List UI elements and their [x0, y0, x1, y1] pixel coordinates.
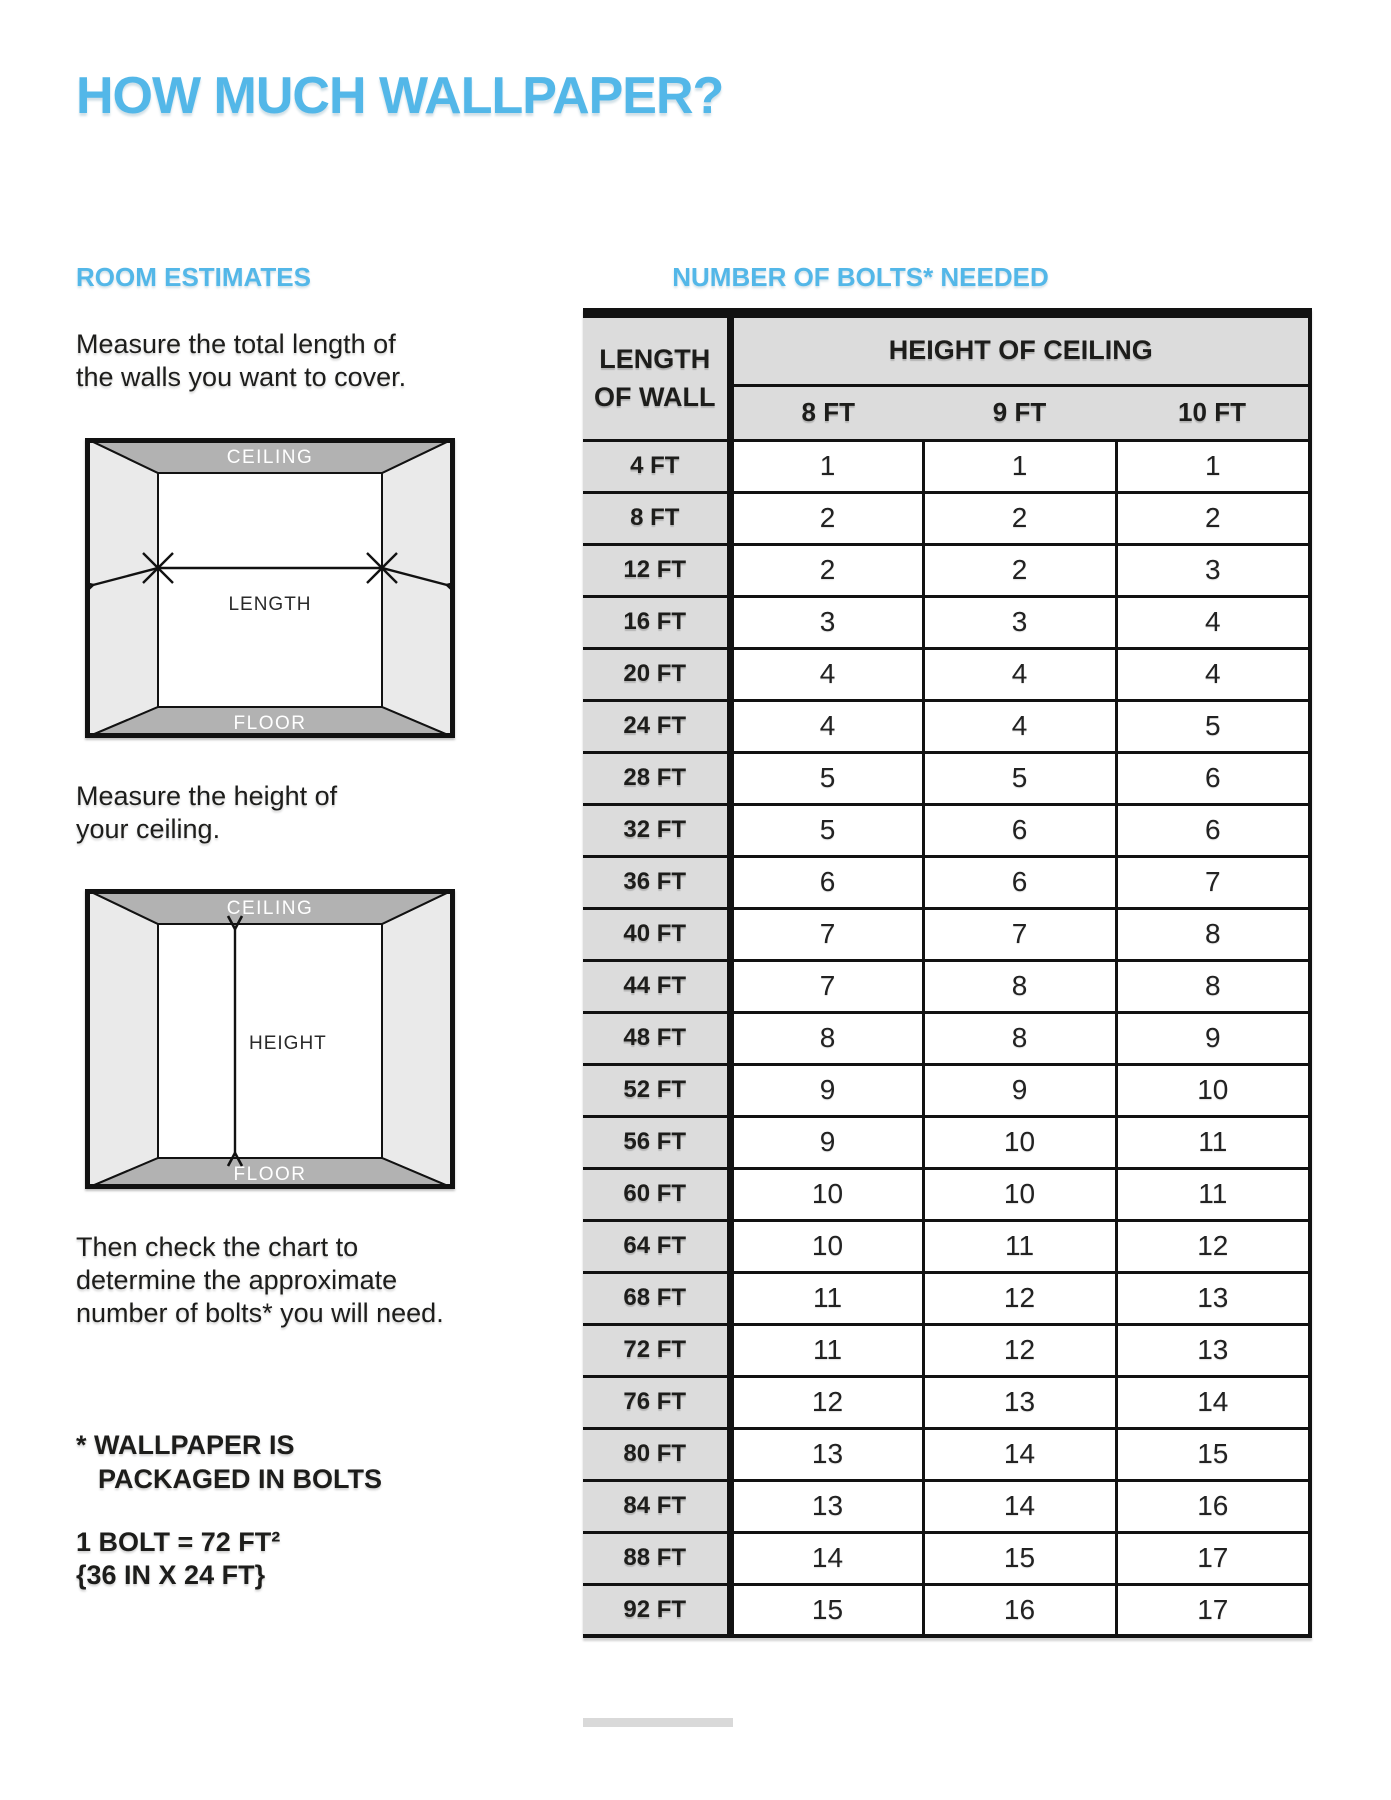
- row-label: 60 FT: [583, 1168, 730, 1220]
- cell-10ft: 8: [1116, 960, 1310, 1012]
- bolts-table-body: [583, 440, 1310, 1636]
- height-diagram-svg: [85, 889, 455, 1189]
- col-header-8ft: 8 FT: [730, 385, 923, 440]
- page-title: HOW MUCH WALLPAPER?: [76, 67, 724, 125]
- table-row: [583, 908, 1310, 960]
- bolt-info-line2: {36 IN X 24 FT}: [76, 1560, 266, 1590]
- length-of-wall-line2: OF WALL: [594, 382, 716, 413]
- cell-9ft: 4: [923, 648, 1116, 700]
- step2-line2: your ceiling.: [76, 814, 221, 844]
- row-label: 80 FT: [583, 1428, 730, 1480]
- table-row: [583, 804, 1310, 856]
- cell-10ft: 7: [1116, 856, 1310, 908]
- cell-9ft: 12: [923, 1272, 1116, 1324]
- height-diagram: [85, 889, 455, 1189]
- floor-label: FLOOR: [233, 1164, 307, 1185]
- cell-10ft: 17: [1116, 1532, 1310, 1584]
- row-label: 28 FT: [583, 752, 730, 804]
- cell-10ft: 9: [1116, 1012, 1310, 1064]
- row-label: 68 FT: [583, 1272, 730, 1324]
- row-label: 56 FT: [583, 1116, 730, 1168]
- cell-10ft: 13: [1116, 1272, 1310, 1324]
- cell-8ft: 9: [730, 1064, 923, 1116]
- cell-10ft: 6: [1116, 804, 1310, 856]
- table-row: [583, 856, 1310, 908]
- cell-8ft: 4: [730, 648, 923, 700]
- ceiling-label: CEILING: [226, 898, 314, 919]
- table-row: [583, 752, 1310, 804]
- cell-9ft: 5: [923, 752, 1116, 804]
- cell-8ft: 12: [730, 1376, 923, 1428]
- row-label: 84 FT: [583, 1480, 730, 1532]
- table-row: [583, 960, 1310, 1012]
- table-row: [583, 492, 1310, 544]
- table-row: [583, 700, 1310, 752]
- row-label: 20 FT: [583, 648, 730, 700]
- row-label: 48 FT: [583, 1012, 730, 1064]
- cell-10ft: 14: [1116, 1376, 1310, 1428]
- cell-8ft: 11: [730, 1324, 923, 1376]
- cell-9ft: 14: [923, 1480, 1116, 1532]
- cell-8ft: 3: [730, 596, 923, 648]
- right-wall: [382, 889, 455, 1189]
- cell-9ft: 6: [923, 804, 1116, 856]
- cell-10ft: 2: [1116, 492, 1310, 544]
- cell-8ft: 10: [730, 1168, 923, 1220]
- row-label: 36 FT: [583, 856, 730, 908]
- cell-9ft: 15: [923, 1532, 1116, 1584]
- cell-9ft: 3: [923, 596, 1116, 648]
- cell-8ft: 13: [730, 1428, 923, 1480]
- col-header-9ft: 9 FT: [923, 385, 1116, 440]
- table-row: [583, 1584, 1310, 1636]
- row-label: 24 FT: [583, 700, 730, 752]
- cell-10ft: 17: [1116, 1584, 1310, 1636]
- step3-line1: Then check the chart to: [76, 1232, 359, 1262]
- cell-10ft: 11: [1116, 1116, 1310, 1168]
- cell-8ft: 13: [730, 1480, 923, 1532]
- row-label: 4 FT: [583, 440, 730, 492]
- bolts-needed-heading: NUMBER OF BOLTS* NEEDED: [672, 262, 1049, 292]
- bolts-table-head: [583, 313, 1310, 440]
- table-row: [583, 648, 1310, 700]
- cell-10ft: 4: [1116, 648, 1310, 700]
- cell-10ft: 10: [1116, 1064, 1310, 1116]
- table-row: [583, 1480, 1310, 1532]
- cell-9ft: 8: [923, 1012, 1116, 1064]
- table-bottom-tab: [583, 1718, 733, 1727]
- table-row: [583, 1324, 1310, 1376]
- row-label: 12 FT: [583, 544, 730, 596]
- row-label: 8 FT: [583, 492, 730, 544]
- left-wall: [85, 889, 158, 1189]
- step3-line2: determine the approximate: [76, 1265, 398, 1295]
- cell-8ft: 15: [730, 1584, 923, 1636]
- row-label: 52 FT: [583, 1064, 730, 1116]
- cell-8ft: 2: [730, 544, 923, 596]
- left-wall: [85, 438, 158, 738]
- table-row: [583, 1220, 1310, 1272]
- table-row: [583, 440, 1310, 492]
- room-estimates-heading: ROOM ESTIMATES: [76, 262, 311, 292]
- row-label: 88 FT: [583, 1532, 730, 1584]
- col-header-10ft: 10 FT: [1116, 385, 1310, 440]
- row-label: 40 FT: [583, 908, 730, 960]
- table-row: [583, 1272, 1310, 1324]
- cell-10ft: 6: [1116, 752, 1310, 804]
- height-label: HEIGHT: [249, 1033, 327, 1054]
- row-label: 44 FT: [583, 960, 730, 1012]
- table-row: [583, 544, 1310, 596]
- length-diagram: [85, 438, 455, 738]
- cell-9ft: 8: [923, 960, 1116, 1012]
- cell-9ft: 10: [923, 1168, 1116, 1220]
- length-label: LENGTH: [228, 594, 312, 615]
- table-row: [583, 1168, 1310, 1220]
- cell-9ft: 4: [923, 700, 1116, 752]
- cell-8ft: 4: [730, 700, 923, 752]
- cell-10ft: 16: [1116, 1480, 1310, 1532]
- cell-10ft: 3: [1116, 544, 1310, 596]
- cell-10ft: 8: [1116, 908, 1310, 960]
- table-row: [583, 1064, 1310, 1116]
- row-label: 92 FT: [583, 1584, 730, 1636]
- table-row: [583, 596, 1310, 648]
- wallpaper-footnote: [76, 1428, 382, 1496]
- cell-8ft: 6: [730, 856, 923, 908]
- cell-9ft: 16: [923, 1584, 1116, 1636]
- row-label: 16 FT: [583, 596, 730, 648]
- bolt-info-line1: 1 BOLT = 72 FT²: [76, 1527, 281, 1557]
- footnote-line2: PACKAGED IN BOLTS: [98, 1464, 383, 1494]
- row-label: 76 FT: [583, 1376, 730, 1428]
- step1-line2: the walls you want to cover.: [76, 362, 407, 392]
- table-row: [583, 1428, 1310, 1480]
- cell-10ft: 12: [1116, 1220, 1310, 1272]
- step3-line3: number of bolts* you will need.: [76, 1298, 444, 1328]
- footnote-line1: * WALLPAPER IS: [76, 1430, 295, 1460]
- row-label: 32 FT: [583, 804, 730, 856]
- length-of-wall-line1: LENGTH: [599, 344, 711, 375]
- cell-9ft: 7: [923, 908, 1116, 960]
- cell-8ft: 9: [730, 1116, 923, 1168]
- step1-text: [76, 328, 406, 394]
- cell-8ft: 7: [730, 960, 923, 1012]
- cell-8ft: 5: [730, 752, 923, 804]
- cell-9ft: 12: [923, 1324, 1116, 1376]
- height-of-ceiling-header: HEIGHT OF CEILING: [730, 313, 1310, 385]
- cell-10ft: 1: [1116, 440, 1310, 492]
- cell-8ft: 14: [730, 1532, 923, 1584]
- cell-10ft: 5: [1116, 700, 1310, 752]
- cell-8ft: 1: [730, 440, 923, 492]
- row-label: 72 FT: [583, 1324, 730, 1376]
- cell-10ft: 11: [1116, 1168, 1310, 1220]
- table-row: [583, 1376, 1310, 1428]
- cell-8ft: 10: [730, 1220, 923, 1272]
- floor-label: FLOOR: [233, 713, 307, 734]
- cell-10ft: 13: [1116, 1324, 1310, 1376]
- cell-8ft: 11: [730, 1272, 923, 1324]
- cell-8ft: 5: [730, 804, 923, 856]
- bolt-size-info: [76, 1526, 280, 1592]
- cell-9ft: 11: [923, 1220, 1116, 1272]
- cell-8ft: 7: [730, 908, 923, 960]
- length-of-wall-header: [583, 313, 730, 440]
- cell-10ft: 4: [1116, 596, 1310, 648]
- table-row: [583, 1012, 1310, 1064]
- cell-9ft: 2: [923, 492, 1116, 544]
- ceiling-label: CEILING: [226, 447, 314, 468]
- cell-9ft: 10: [923, 1116, 1116, 1168]
- right-wall: [382, 438, 455, 738]
- cell-9ft: 13: [923, 1376, 1116, 1428]
- table-row: [583, 1532, 1310, 1584]
- length-diagram-svg: [85, 438, 455, 738]
- cell-8ft: 8: [730, 1012, 923, 1064]
- cell-9ft: 1: [923, 440, 1116, 492]
- step1-line1: Measure the total length of: [76, 329, 396, 359]
- cell-8ft: 2: [730, 492, 923, 544]
- cell-9ft: 2: [923, 544, 1116, 596]
- step3-text: [76, 1231, 444, 1330]
- bolts-table: [583, 308, 1312, 1638]
- cell-9ft: 14: [923, 1428, 1116, 1480]
- cell-9ft: 6: [923, 856, 1116, 908]
- step2-text: [76, 780, 337, 846]
- back-wall: [158, 473, 382, 707]
- cell-9ft: 9: [923, 1064, 1116, 1116]
- table-row: [583, 1116, 1310, 1168]
- cell-10ft: 15: [1116, 1428, 1310, 1480]
- row-label: 64 FT: [583, 1220, 730, 1272]
- step2-line1: Measure the height of: [76, 781, 338, 811]
